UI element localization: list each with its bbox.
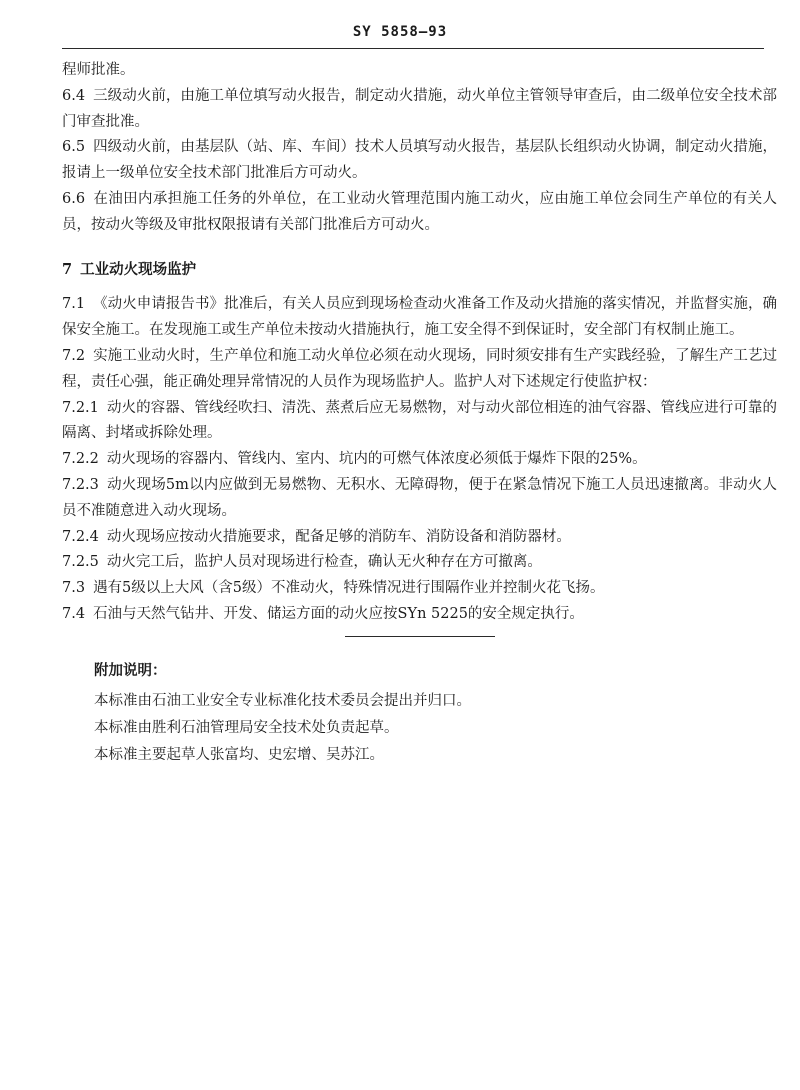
clause-number: 6.5 xyxy=(62,139,86,156)
document-body xyxy=(62,58,777,769)
section-title: 工业动火现场监护 xyxy=(80,260,197,278)
notes-line: 本标准主要起草人张富均、史宏增、吴苏江。 xyxy=(94,746,384,763)
clause-number: 7.3 xyxy=(62,580,86,597)
clause-number: 7.4 xyxy=(62,605,86,622)
clause-7-2-1 xyxy=(62,396,777,448)
clause-number: 7.2.3 xyxy=(62,476,99,493)
notes-line: 本标准由胜利石油管理局安全技术处负责起草。 xyxy=(94,719,399,736)
clause-number: 7.2.2 xyxy=(62,451,99,468)
clause-text: 三级动火前，由施工单位填写动火报告，制定动火措施，动火单位主管领导审查后，由二级单位安全技术部门审查批准。 xyxy=(62,87,777,130)
notes-title: 附加说明： xyxy=(94,661,167,679)
clause-6-5 xyxy=(62,135,777,187)
additional-notes xyxy=(62,657,777,769)
clause-continuation xyxy=(62,58,777,84)
clause-text: 动火现场应按动火措施要求，配备足够的消防车、消防设备和消防器材。 xyxy=(106,528,571,545)
standard-code-header: SY 5858—93 xyxy=(352,24,448,40)
clause-7-2-4 xyxy=(62,525,777,551)
clause-7-3 xyxy=(62,576,777,602)
section-7-heading xyxy=(62,257,777,283)
clause-number: 6.6 xyxy=(62,190,86,207)
clause-7-2 xyxy=(62,344,777,396)
clause-text: 动火现场的容器内、管线内、室内、坑内的可燃气体浓度必须低于爆炸下限的25%。 xyxy=(106,451,647,468)
notes-line: 本标准由石油工业安全专业标准化技术委员会提出并归口。 xyxy=(94,692,471,709)
clause-text: 动火完工后，监护人员对现场进行检查，确认无火种存在方可撤离。 xyxy=(106,554,542,571)
clause-number: 7.2.4 xyxy=(62,528,99,545)
clause-7-2-2 xyxy=(62,447,777,473)
clause-text: 《动火申请报告书》批准后，有关人员应到现场检查动火准备工作及动火措施的落实情况，并监督实施，确保安全施工。在发现施工或生产单位未按动火措施执行，施工安全得不到保证时，安全部门有权制止施工。 xyxy=(62,296,777,339)
clause-number: 7.2.5 xyxy=(62,554,99,571)
clause-7-2-3 xyxy=(62,473,777,525)
clause-text: 四级动火前，由基层队（站、库、车间）技术人员填写动火报告，基层队长组织动火协调，制定动火措施，报请上一级单位安全技术部门批准后方可动火。 xyxy=(62,139,777,182)
clause-number: 7.2 xyxy=(62,347,86,364)
end-rule xyxy=(345,636,495,637)
clause-text: 程师批准。 xyxy=(62,62,135,78)
clause-text: 遇有5级以上大风（含5级）不准动火，特殊情况进行围隔作业并控制火花飞扬。 xyxy=(93,580,605,597)
clause-text: 动火的容器、管线经吹扫、清洗、蒸煮后应无易燃物，对与动火部位相连的油气容器、管线应进行可靠的隔离、封堵或拆除处理。 xyxy=(62,399,777,442)
clause-text: 实施工业动火时，生产单位和施工动火单位必须在动火现场，同时须安排有生产实践经验，了解生产工艺过程，责任心强，能正确处理异常情况的人员作为现场监护人。监护人对下述规定行使监护权： xyxy=(62,347,777,390)
clause-7-1 xyxy=(62,292,777,344)
clause-7-2-5 xyxy=(62,550,777,576)
clause-text: 在油田内承担施工任务的外单位，在工业动火管理范围内施工动火，应由施工单位会同生产单位的有关人员，按动火等级及审批权限报请有关部门批准后方可动火。 xyxy=(62,190,777,233)
clause-text: 石油与天然气钻井、开发、储运方面的动火应按SYn 5225的安全规定执行。 xyxy=(93,605,584,622)
clause-text: 动火现场5m以内应做到无易燃物、无积水、无障碍物，便于在紧急情况下施工人员迅速撤离。非动火人员不准随意进入动火现场。 xyxy=(62,476,777,519)
clause-6-4 xyxy=(62,84,777,136)
clause-number: 7.1 xyxy=(62,296,86,313)
clause-number: 7.2.1 xyxy=(62,399,99,416)
clause-number: 6.4 xyxy=(62,87,86,104)
header-rule xyxy=(62,48,764,49)
clause-6-6 xyxy=(62,187,777,239)
clause-7-4 xyxy=(62,602,777,628)
section-number: 7 xyxy=(62,260,73,278)
